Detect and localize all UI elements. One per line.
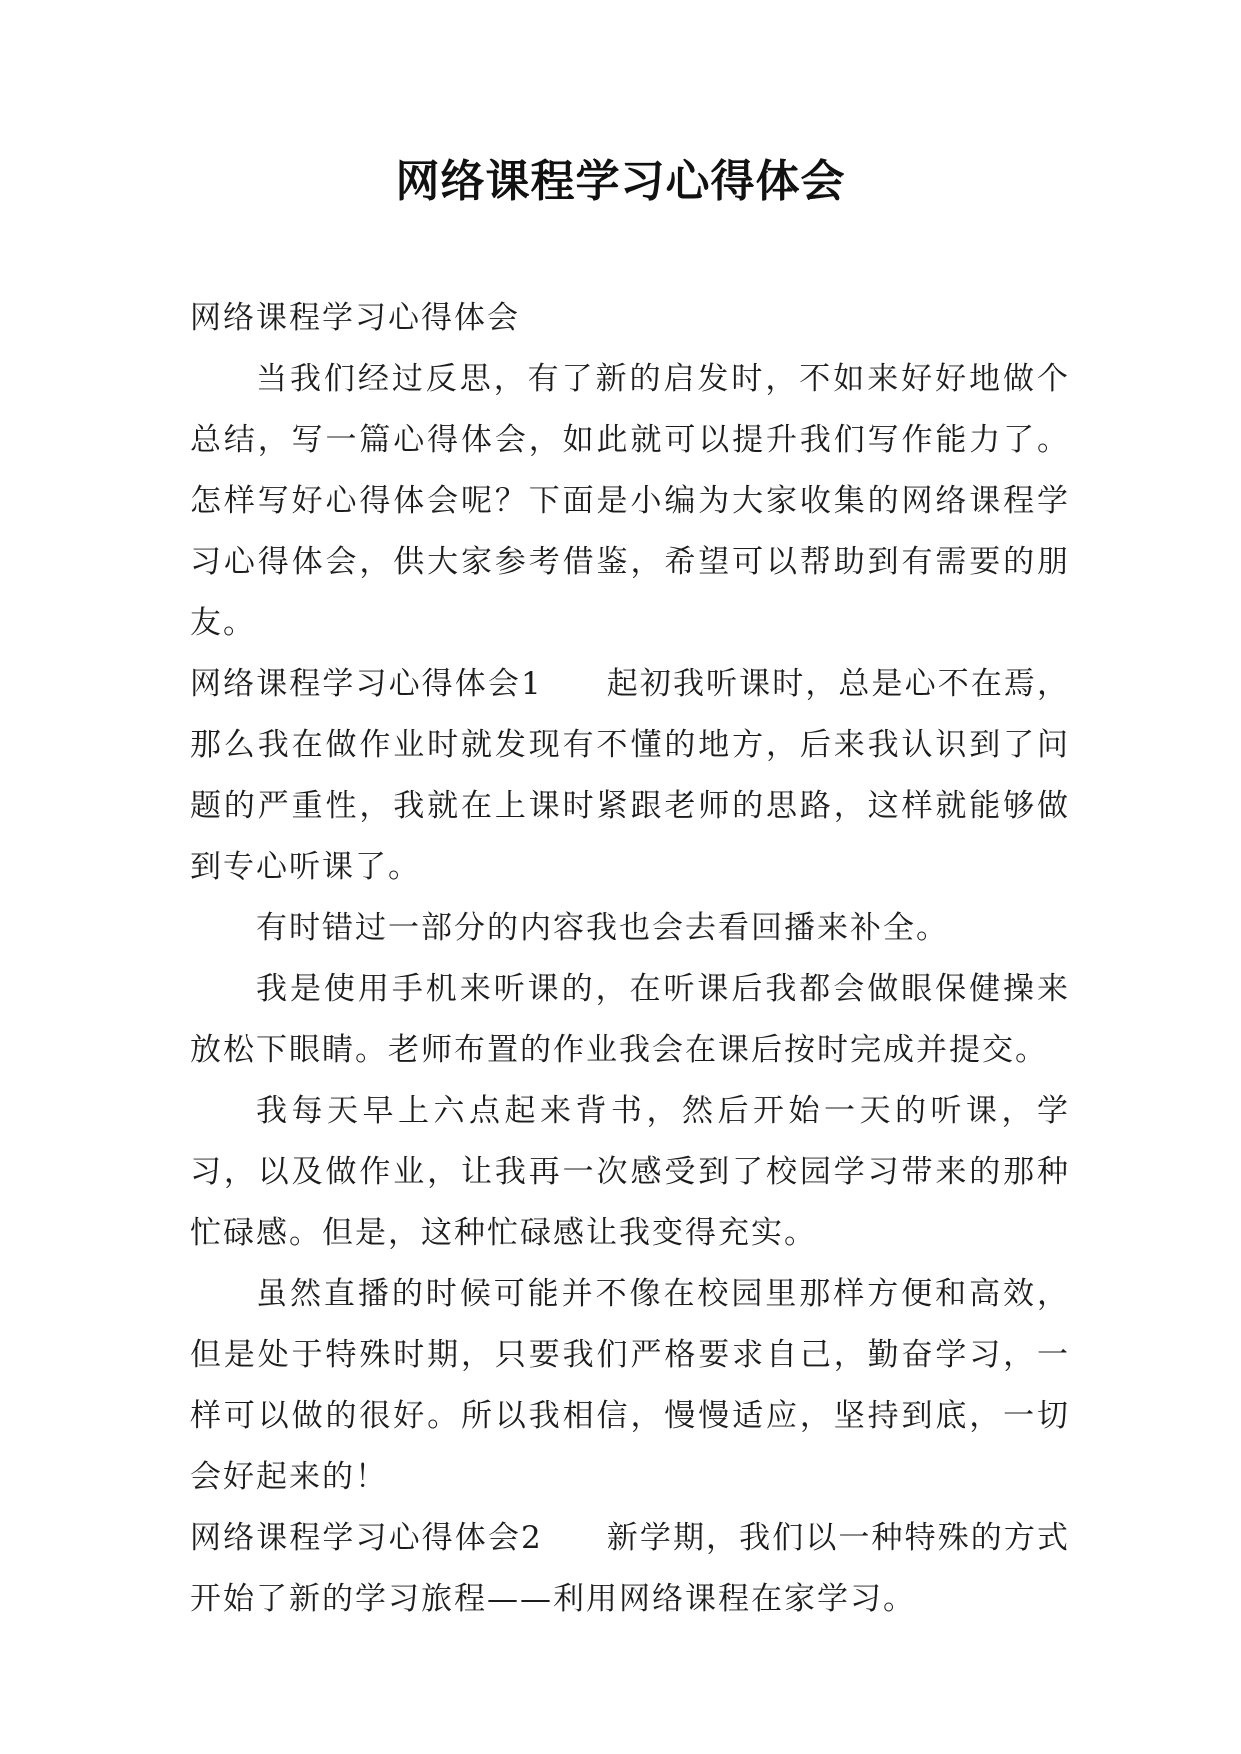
section-1-opening — [190, 654, 1070, 898]
section-1-paragraph: 我每天早上六点起来背书，然后开始一天的听课，学习，以及做作业，让我再一次感受到了校园学习带来的那种忙碌感。但是，这种忙碌感让我变得充实。 — [190, 1093, 1070, 1251]
section-1-heading: 网络课程学习心得体会1 — [190, 666, 543, 702]
document-body — [190, 288, 1070, 1630]
section-2-heading: 网络课程学习心得体会2 — [190, 1520, 543, 1556]
intro-paragraph: 当我们经过反思，有了新的启发时，不如来好好地做个总结，写一篇心得体会，如此就可以提升我们写作能力了。怎样写好心得体会呢？下面是小编为大家收集的网络课程学习心得体会，供大家参考借鉴，希望可以帮助到有需要的朋友。 — [190, 361, 1070, 641]
section-1-first-paragraph: 起初我听课时，总是心不在焉，那么我在做作业时就发现有不懂的地方，后来我认识到了问题的严重性，我就在上课时紧跟老师的思路，这样就能够做到专心听课了。 — [190, 666, 1070, 885]
section-1-paragraph: 我是使用手机来听课的，在听课后我都会做眼保健操来放松下眼睛。老师布置的作业我会在课后按时完成并提交。 — [190, 971, 1070, 1068]
subtitle: 网络课程学习心得体会 — [190, 300, 520, 336]
document-title: 网络课程学习心得体会 — [395, 156, 846, 207]
section-2-opening — [190, 1508, 1070, 1630]
section-2-first-paragraph: 新学期，我们以一种特殊的方式开始了新的学习旅程——利用网络课程在家学习。 — [190, 1520, 1070, 1617]
section-1-paragraph: 虽然直播的时候可能并不像在校园里那样方便和高效，但是处于特殊时期，只要我们严格要求自己，勤奋学习，一样可以做的很好。所以我相信，慢慢适应，坚持到底，一切会好起来的！ — [190, 1276, 1070, 1495]
section-1-paragraph: 有时错过一部分的内容我也会去看回播来补全。 — [256, 910, 949, 946]
